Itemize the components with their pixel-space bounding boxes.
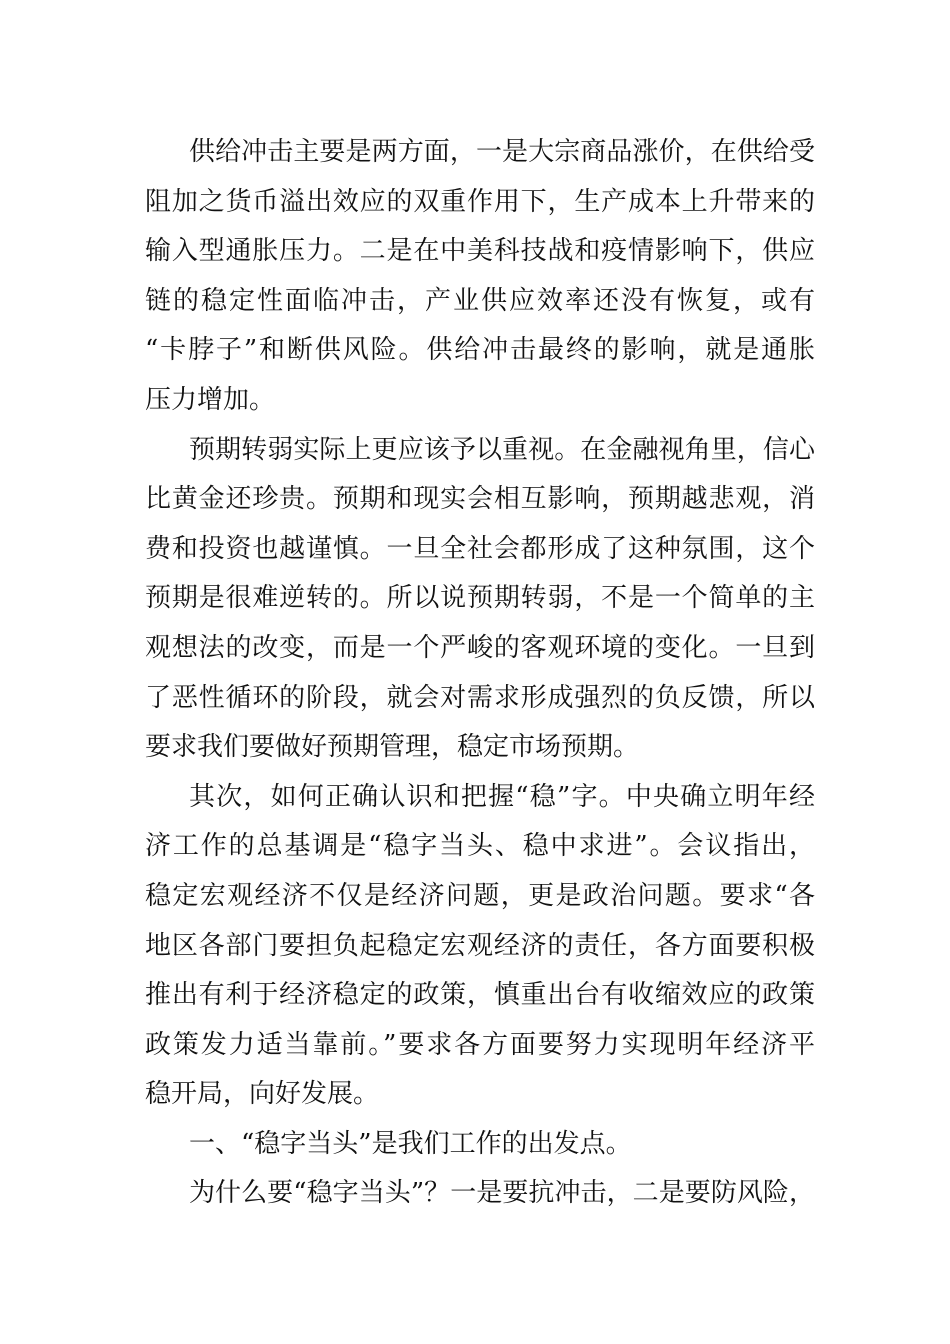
text-line: 观想法的改变，而是一个严峻的客观环境的变化。一旦到: [145, 632, 815, 663]
document-body: [145, 128, 815, 1219]
text-line: 政策发力适当靠前。”要求各方面要努力实现明年经济平: [145, 1029, 815, 1060]
text-line: 费和投资也越谨慎。一旦全社会都形成了这种氛围，这个: [145, 533, 815, 564]
text-line: 链的稳定性面临冲击，产业供应效率还没有恢复，或有: [145, 285, 815, 316]
text-line: “卡脖子”和断供风险。供给冲击最终的影响，就是通胀: [145, 335, 815, 366]
text-line: 一、“稳字当头”是我们工作的出发点。: [189, 1128, 632, 1159]
text-line: 比黄金还珍贵。预期和现实会相互影响，预期越悲观，消: [145, 484, 815, 515]
text-line: 地区各部门要担负起稳定宏观经济的责任，各方面要积极: [145, 930, 815, 961]
text-line: 预期是很难逆转的。所以说预期转弱，不是一个简单的主: [145, 583, 815, 614]
text-line: 阻加之货币溢出效应的双重作用下，生产成本上升带来的: [145, 186, 815, 217]
text-line: 要求我们要做好预期管理，稳定市场预期。: [145, 732, 640, 763]
text-line: 其次，如何正确认识和把握“稳”字。中央确立明年经: [189, 781, 815, 812]
text-line: 稳定宏观经济不仅是经济问题，更是政治问题。要求“各: [145, 880, 815, 911]
text-line: 供给冲击主要是两方面，一是大宗商品涨价，在供给受: [189, 137, 815, 167]
text-line: 推出有利于经济稳定的政策，慎重出台有收缩效应的政策: [145, 980, 815, 1011]
text-line: 输入型通胀压力。二是在中美科技战和疫情影响下，供应: [145, 236, 815, 267]
text-line: 为什么要“稳字当头”？一是要抗冲击，二是要防风险，: [189, 1178, 815, 1209]
text-line: 预期转弱实际上更应该予以重视。在金融视角里，信心: [189, 434, 815, 465]
text-line: 了恶性循环的阶段，就会对需求形成强烈的负反馈，所以: [145, 682, 815, 713]
text-line: 济工作的总基调是“稳字当头、稳中求进”。会议指出，: [145, 831, 815, 862]
text-line: 压力增加。: [145, 384, 276, 415]
text-line: 稳开局，向好发展。: [145, 1079, 380, 1110]
